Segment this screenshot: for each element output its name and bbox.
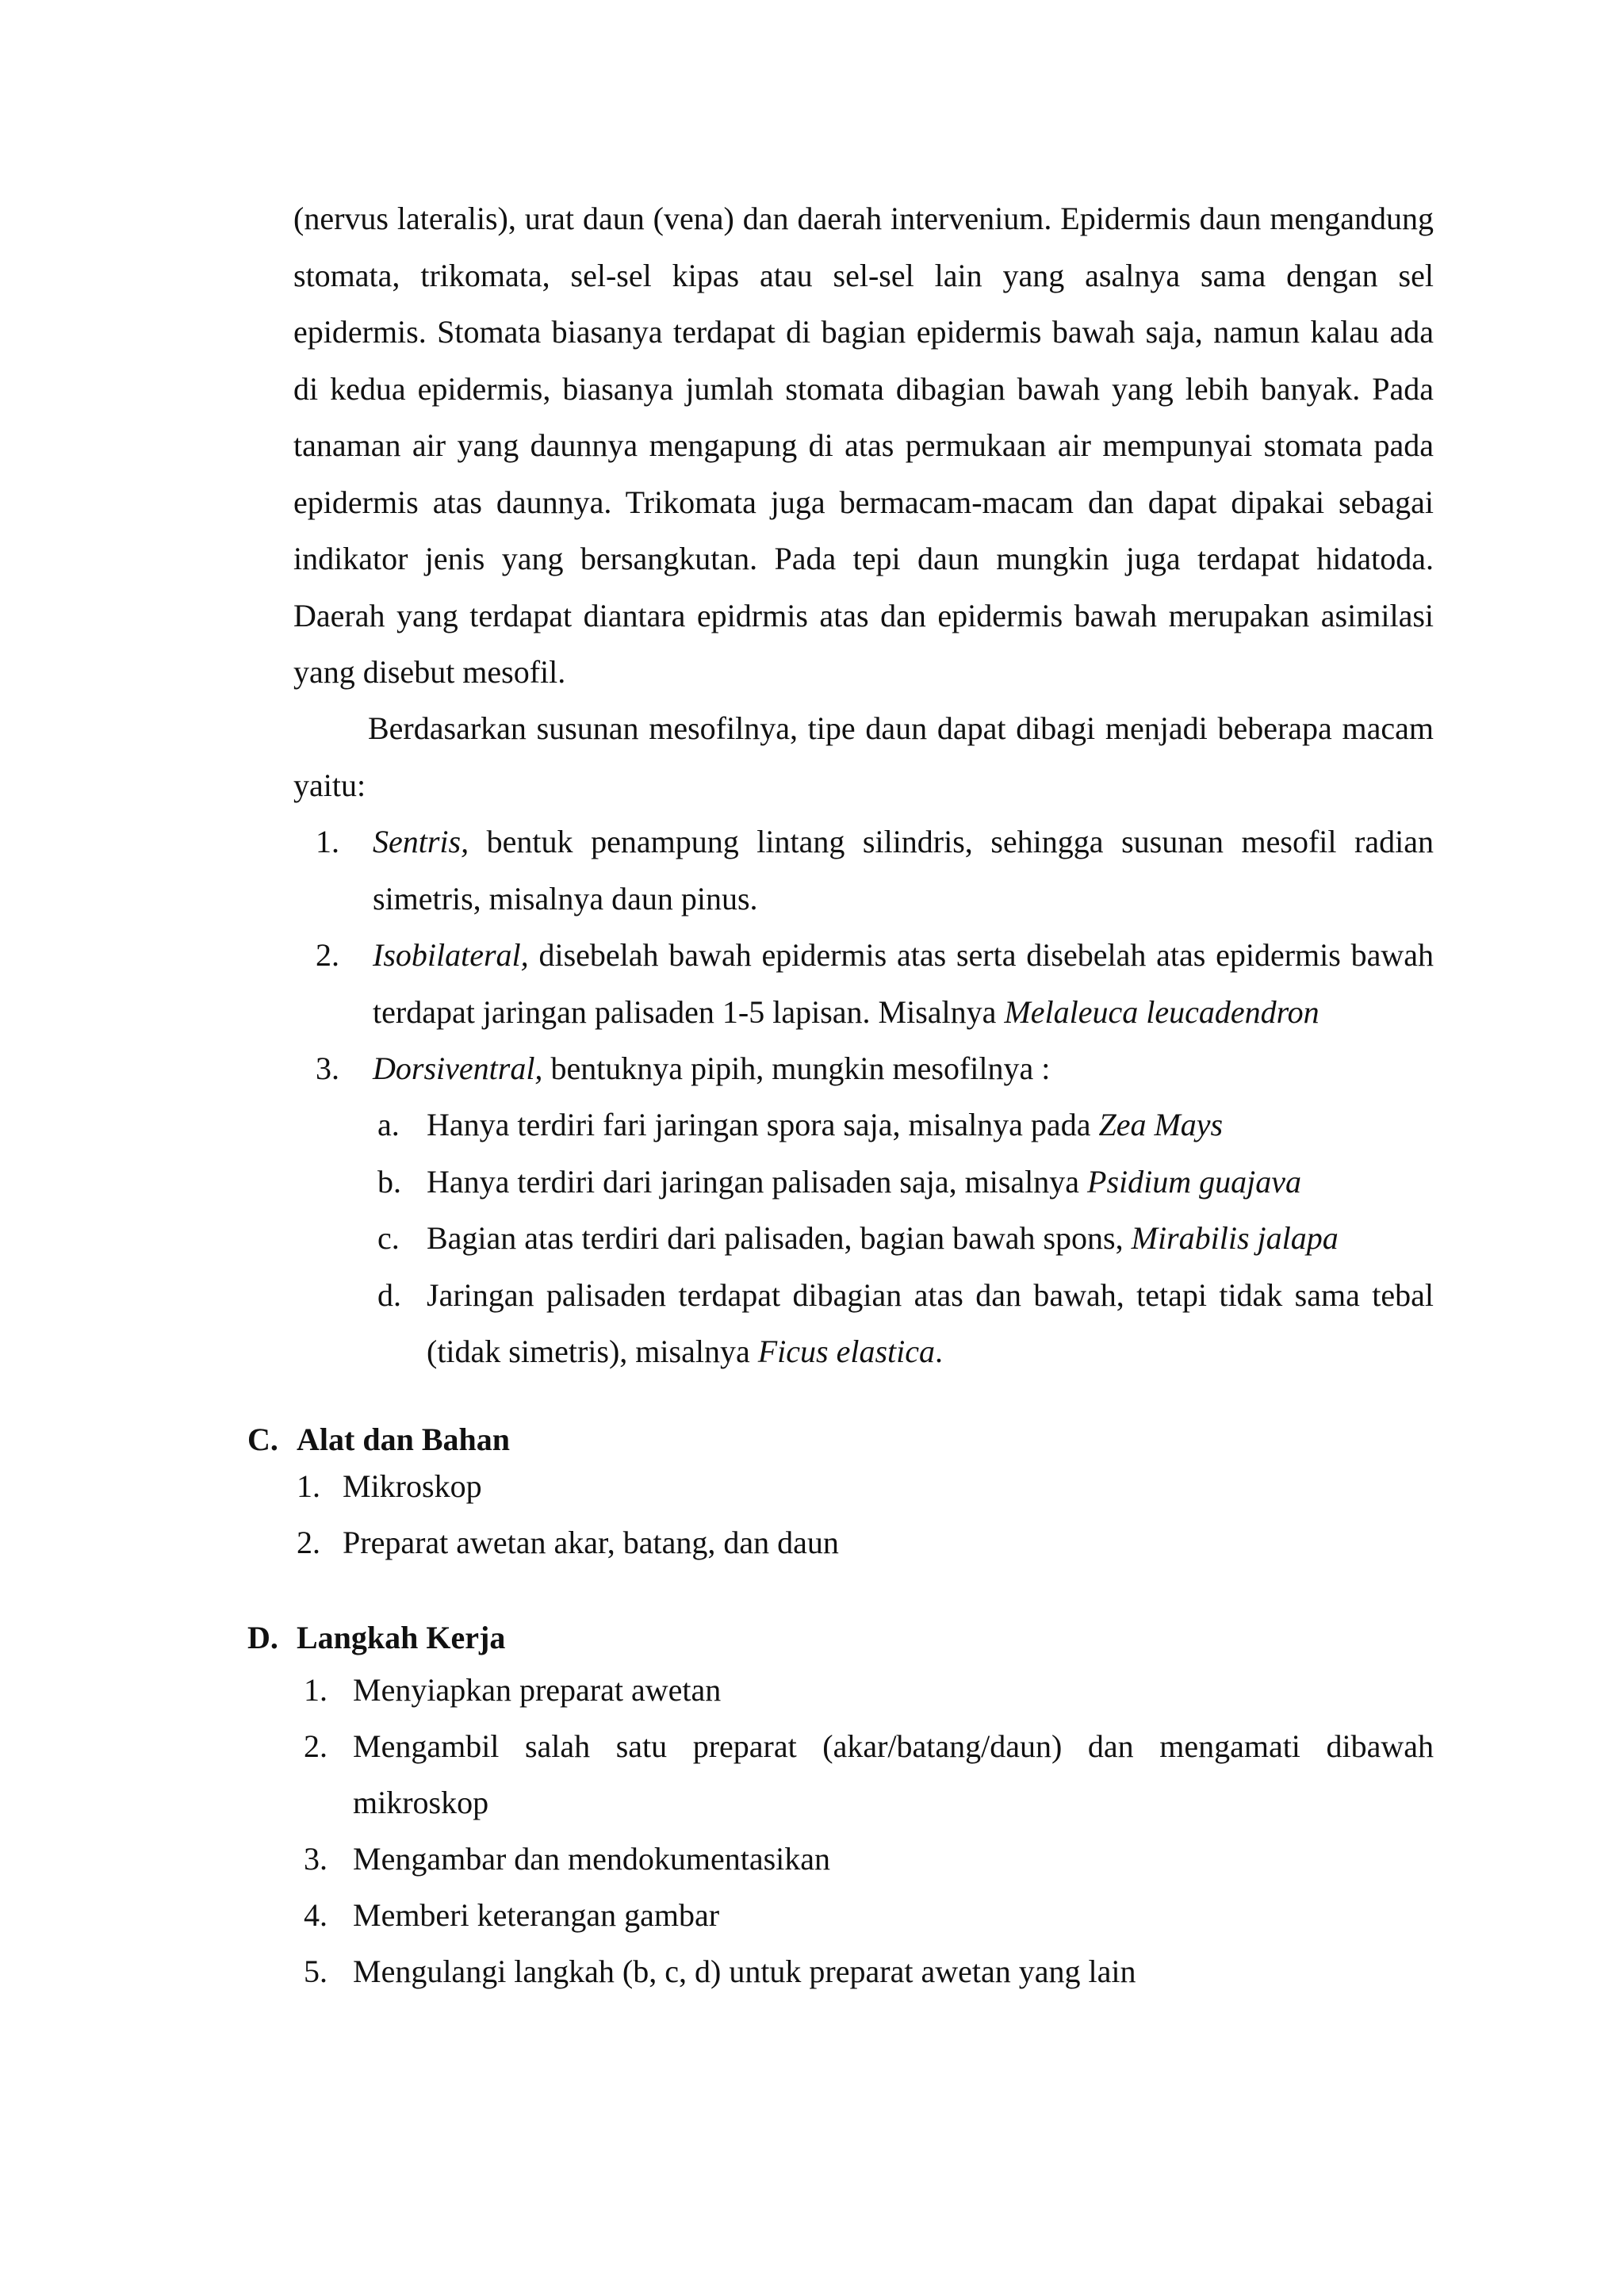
leaf-type-description: bentuknya pipih, mungkin mesofilnya : <box>542 1050 1051 1086</box>
list-number: 1. <box>316 824 339 859</box>
species-name: Zea Mays <box>1098 1107 1224 1142</box>
subitem-text: Hanya terdiri dari jaringan palisaden saja, misalnya <box>427 1163 1088 1200</box>
species-name: Mirabilis jalapa <box>1131 1220 1339 1256</box>
subitem-text: Jaringan palisaden terdapat dibagian atas dan bawah, tetapi tidak sama tebal (tidak simetris), misalnya <box>427 1276 1434 1369</box>
species-name: Psidium guajava <box>1087 1163 1302 1200</box>
subitem-text: Bagian atas terdiri dari palisaden, bagian bawah spons, <box>427 1220 1132 1256</box>
list-letter: c. <box>377 1220 400 1256</box>
list-number: 2. <box>297 1525 320 1560</box>
list-item <box>297 1458 1434 1514</box>
list-item-text: Memberi keterangan gambar <box>353 1897 720 1933</box>
list-number: 1. <box>297 1468 320 1504</box>
leaf-type-term: Sentris, <box>373 824 469 859</box>
leaf-type-description: disebelah bawah epidermis atas serta disebelah atas epidermis bawah terdapat jaringan palisaden 1-5 lapisan. Misalnya <box>373 937 1434 1030</box>
section-title: Langkah Kerja <box>297 1620 506 1655</box>
procedure-list <box>304 1662 1434 1999</box>
list-item-text: Mengambar dan mendokumentasikan <box>353 1841 831 1877</box>
list-item <box>316 813 1434 927</box>
leaf-type-description: bentuk penampung lintang silindris, sehingga susunan mesofil radian simetris, misalnya daun pinus. <box>373 824 1434 916</box>
species-name: Melaleuca leucadendron <box>1004 993 1320 1030</box>
list-item <box>304 1662 1434 1718</box>
list-number: 2. <box>304 1728 327 1764</box>
list-item-text: Mengambil salah satu preparat (akar/batang/daun) dan mengamati dibawah mikroskop <box>353 1728 1434 1820</box>
list-item-text: Menyiapkan preparat awetan <box>353 1672 722 1708</box>
dorsiventral-sublist <box>377 1096 1434 1380</box>
continuation-paragraph: (nervus lateralis), urat daun (vena) dan daerah intervenium. Epidermis daun mengandung stomata, trikomata, sel-sel kipas atau sel-sel lain yang asalnya sama dengan sel epidermis. Stomata biasanya terdapat di bagian epidermis bawah saja, namun kalau ada di kedua epidermis, biasanya jumlah stomata dibagian bawah yang lebih banyak. Pada tanaman air yang daunnya mengapung di atas permukaan air mempunyai stomata pada epidermis atas daunnya. Trikomata juga bermacam-macam dan dapat dipakai sebagai indikator jenis yang bersangkutan. Pada tepi daun mungkin juga terdapat hidatoda. Daerah yang terdapat diantara epidrmis atas dan epidermis bawah merupakan asimilasi yang disebut mesofil. <box>293 201 1434 690</box>
list-item <box>316 1040 1434 1097</box>
list-item <box>297 1514 1434 1571</box>
leaf-type-list <box>316 813 1434 1097</box>
list-item <box>377 1267 1434 1380</box>
intro-paragraph: Berdasarkan susunan mesofilnya, tipe daun dapat dibagi menjadi beberapa macam yaitu: <box>293 710 1434 803</box>
list-item <box>377 1154 1434 1211</box>
list-item <box>304 1943 1434 1999</box>
list-item-text: Preparat awetan akar, batang, dan daun <box>343 1525 839 1560</box>
list-letter: a. <box>377 1107 400 1142</box>
leaf-type-term: Isobilateral, <box>373 937 529 973</box>
list-number: 3. <box>304 1841 327 1877</box>
list-number: 4. <box>304 1897 327 1933</box>
leaf-type-term: Dorsiventral, <box>373 1050 543 1086</box>
list-number: 5. <box>304 1954 327 1989</box>
section-letter: C. <box>247 1422 278 1457</box>
subitem-suffix: . <box>934 1334 943 1369</box>
list-letter: d. <box>377 1276 401 1313</box>
list-letter: b. <box>377 1163 401 1200</box>
list-number: 2. <box>316 937 339 973</box>
list-item <box>316 927 1434 1040</box>
list-item <box>377 1096 1434 1154</box>
section-letter: D. <box>247 1620 278 1655</box>
list-item <box>377 1210 1434 1267</box>
list-item <box>304 1887 1434 1943</box>
equipment-list <box>297 1458 1434 1571</box>
section-d-heading <box>247 1616 505 1660</box>
subitem-text: Hanya terdiri fari jaringan spora saja, misalnya pada <box>427 1107 1099 1142</box>
list-item <box>304 1831 1434 1887</box>
list-item-text: Mikroskop <box>343 1468 482 1504</box>
section-c-heading <box>247 1418 510 1462</box>
list-item <box>304 1718 1434 1831</box>
species-name: Ficus elastica <box>757 1334 935 1369</box>
section-title: Alat dan Bahan <box>297 1422 510 1457</box>
list-number: 1. <box>304 1672 327 1708</box>
list-item-text: Mengulangi langkah (b, c, d) untuk preparat awetan yang lain <box>353 1954 1136 1989</box>
list-number: 3. <box>316 1050 339 1086</box>
